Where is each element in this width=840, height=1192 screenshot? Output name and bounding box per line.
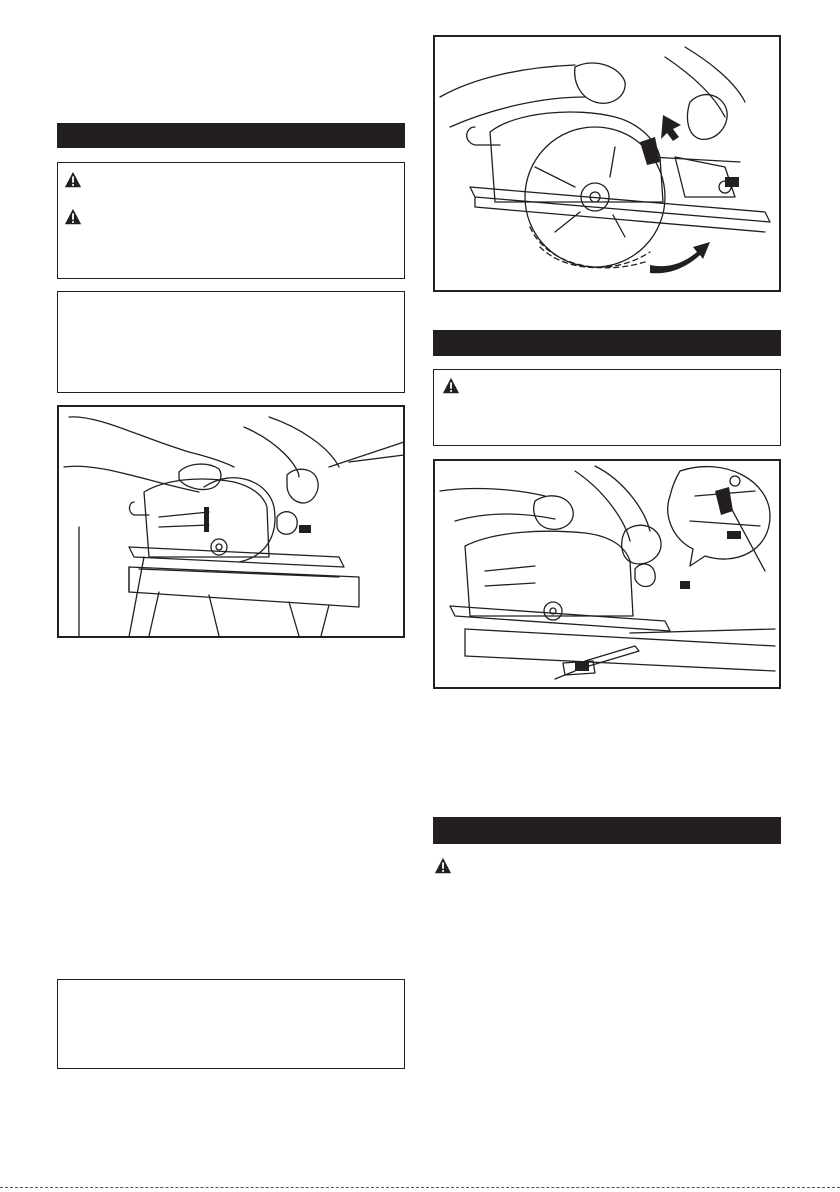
warning-triangle-icon: [64, 171, 82, 189]
figure-saw-rip-fence: [433, 459, 781, 689]
saw-rip-fence-illustration: [435, 461, 779, 687]
left-warning-box: [57, 162, 405, 279]
left-section-header-text: [57, 128, 65, 143]
warning-triangle-icon: [64, 208, 82, 226]
figure-saw-guard-retract: [433, 35, 781, 292]
figure-saw-cutting-board: [57, 405, 405, 638]
saw-guard-retract-illustration: [435, 37, 779, 290]
right-section-header-2-text: [433, 823, 441, 838]
right-section-header-bar-1: [433, 330, 781, 356]
right-section-header-1-text: [433, 335, 441, 350]
right-section-header-bar-2: [433, 817, 781, 844]
warning-triangle-icon: [442, 377, 460, 395]
left-bottom-note-box: [57, 979, 405, 1069]
right-warning-box: [433, 369, 781, 446]
warning-triangle-icon: [434, 857, 452, 875]
left-section-header-bar: [57, 123, 405, 148]
left-note-box: [57, 291, 405, 393]
saw-cutting-board-illustration: [59, 407, 403, 636]
page-bottom-dashed-line: [0, 1187, 840, 1188]
